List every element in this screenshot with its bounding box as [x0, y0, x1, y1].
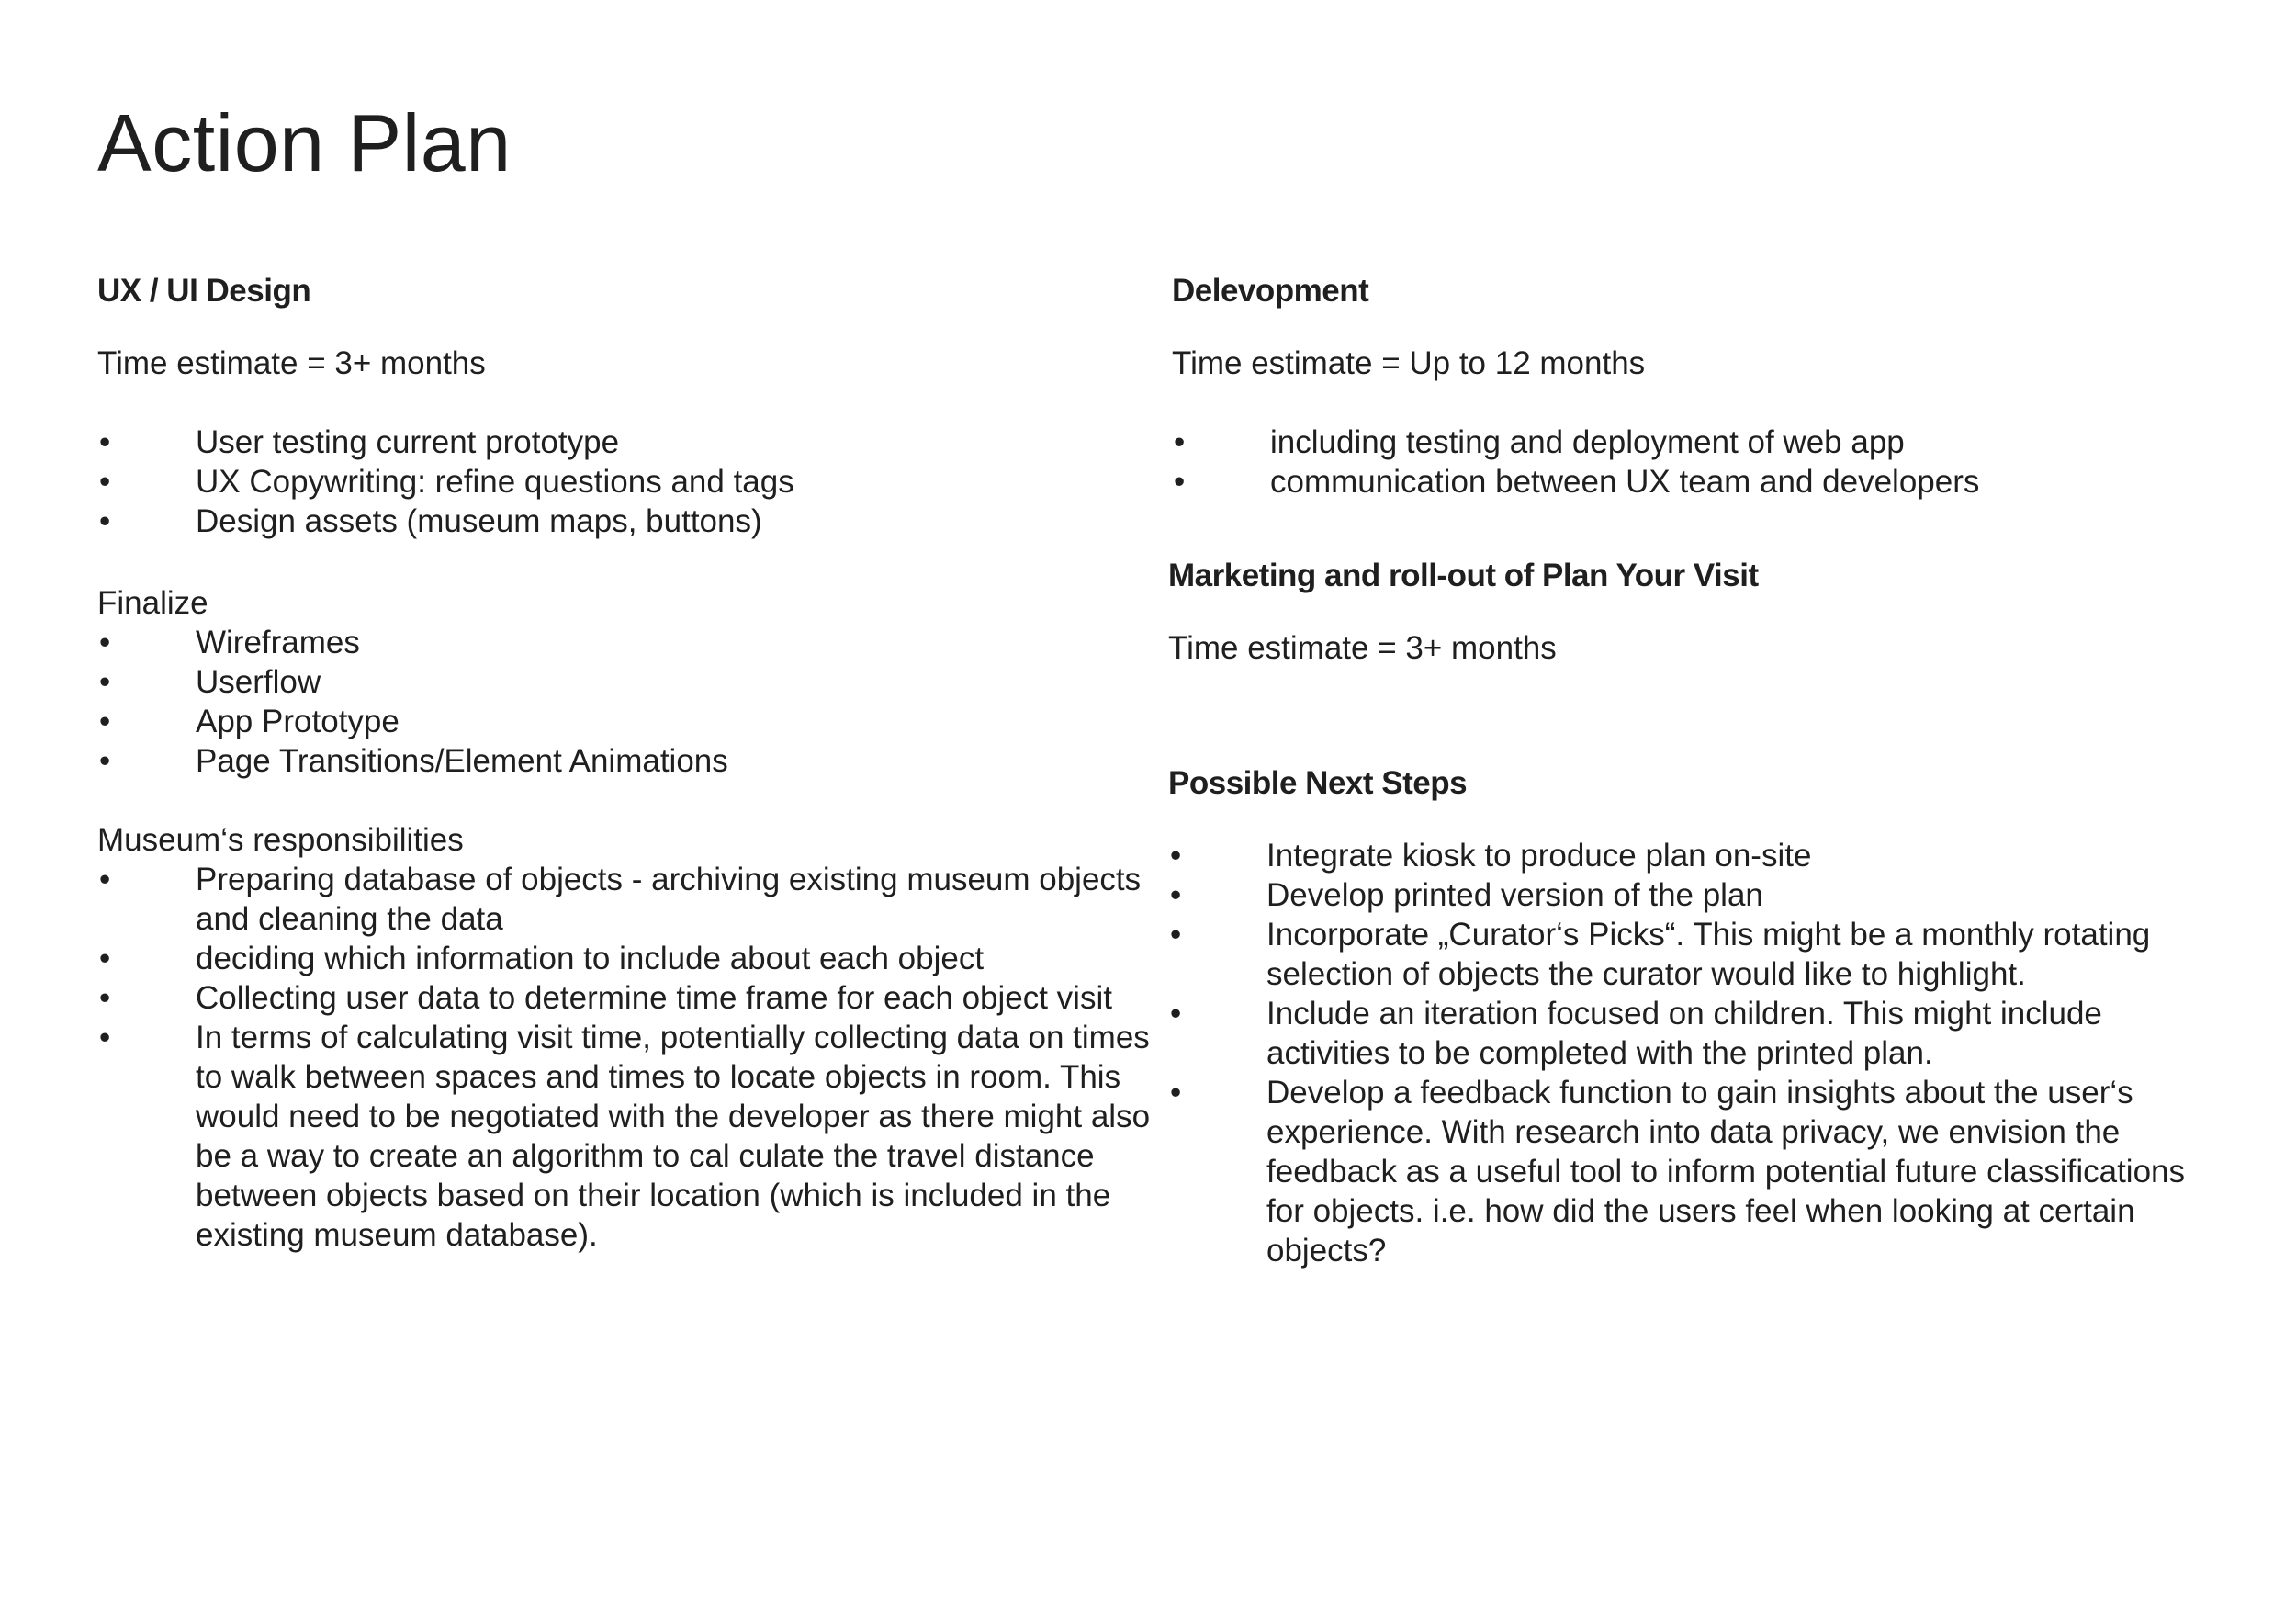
bullet-icon: • [99, 862, 111, 897]
list-item-text: Preparing database of objects - archiving existing museum objects and cleaning the data [196, 862, 1142, 937]
bullet-icon: • [1170, 1075, 1182, 1111]
museum-responsibilities-list [97, 860, 1163, 1255]
bullet-icon: • [99, 503, 111, 539]
list-item-text: Develop printed version of the plan [1266, 877, 1763, 913]
list-item [1168, 836, 2224, 875]
next-steps-heading: Possible Next Steps [1168, 765, 1468, 801]
list-item-text: communication between UX team and developers [1270, 464, 1980, 500]
bullet-icon: • [1174, 424, 1186, 460]
list-item-text: including testing and deployment of web app [1270, 424, 1905, 460]
bullet-icon: • [99, 664, 111, 700]
list-item [97, 623, 1163, 662]
development-heading: Delevopment [1172, 273, 1369, 309]
bullet-icon: • [1170, 996, 1182, 1032]
list-item-text: App Prototype [196, 704, 400, 739]
bullet-icon: • [1174, 464, 1186, 500]
bullet-icon: • [99, 424, 111, 460]
list-item [1168, 1073, 2224, 1270]
list-item [1168, 875, 2224, 915]
list-item-text: Collecting user data to determine time frame for each object visit [196, 980, 1112, 1016]
bullet-icon: • [1170, 877, 1182, 913]
right-column [1168, 271, 2224, 1327]
bullet-icon: • [1170, 838, 1182, 874]
list-item [1172, 423, 2228, 462]
list-item [1168, 994, 2224, 1073]
development-section [1172, 271, 2228, 502]
list-item-text: In terms of calculating visit time, potentially collecting data on times to walk between spaces and times to locate objects in room. This would need to be negotiated with the developer as there might also be a way to create an algorithm to cal culate the travel distance between objects based on their location (which is included in the existing museum database). [196, 1020, 1151, 1253]
ux-ui-design-section [97, 271, 1163, 541]
bullet-icon: • [99, 941, 111, 976]
list-item-text: Userflow [196, 664, 321, 700]
development-time-estimate: Time estimate = Up to 12 months [1172, 345, 1646, 381]
bullet-icon: • [99, 704, 111, 739]
list-item-text: Integrate kiosk to produce plan on-site [1266, 838, 1812, 874]
marketing-heading: Marketing and roll-out of Plan Your Visit [1168, 558, 1759, 593]
list-item [97, 978, 1163, 1018]
list-item-text: Develop a feedback function to gain insights about the user‘s experience. With research into data privacy, we envision the feedback as a useful tool to inform potential future classifications for objects. i.e. how did the users feel when looking at certain objects? [1266, 1075, 2185, 1269]
bullet-icon: • [1170, 917, 1182, 953]
bullet-icon: • [99, 1020, 111, 1055]
list-item [97, 462, 1163, 502]
list-item [97, 939, 1163, 978]
left-column [97, 271, 1163, 1327]
marketing-time-estimate: Time estimate = 3+ months [1168, 630, 1557, 666]
list-item-text: Page Transitions/Element Animations [196, 743, 728, 779]
list-item [1168, 915, 2224, 994]
museum-responsibilities-label: Museum‘s responsibilities [97, 822, 464, 858]
list-item [97, 502, 1163, 541]
list-item [97, 860, 1163, 939]
development-list [1172, 423, 2228, 502]
bullet-icon: • [99, 980, 111, 1016]
list-item [97, 662, 1163, 702]
list-item [97, 423, 1163, 462]
list-item-text: Wireframes [196, 625, 360, 660]
list-item [97, 1018, 1163, 1255]
list-item-text: Include an iteration focused on children. This might include activities to be completed with the printed plan. [1266, 996, 2102, 1071]
ux-task-list [97, 423, 1163, 541]
marketing-section [1168, 556, 2224, 668]
list-item-text: Incorporate „Curator‘s Picks“. This might be a monthly rotating selection of objects the curator would like to highlight. [1266, 917, 2151, 992]
finalize-list [97, 623, 1163, 781]
list-item [1172, 462, 2228, 502]
list-item [97, 741, 1163, 781]
list-item-text: deciding which information to include about each object [196, 941, 985, 976]
list-item [97, 702, 1163, 741]
bullet-icon: • [99, 743, 111, 779]
list-item-text: User testing current prototype [196, 424, 620, 460]
bullet-icon: • [99, 625, 111, 660]
next-steps-list [1168, 836, 2224, 1270]
ux-time-estimate: Time estimate = 3+ months [97, 345, 486, 381]
finalize-section [97, 583, 1163, 781]
ux-ui-design-heading: UX / UI Design [97, 273, 311, 309]
list-item-text: UX Copywriting: refine questions and tags [196, 464, 794, 500]
next-steps-section [1168, 763, 2224, 1270]
museum-responsibilities-section [97, 820, 1163, 1255]
list-item-text: Design assets (museum maps, buttons) [196, 503, 762, 539]
bullet-icon: • [99, 464, 111, 500]
page-title: Action Plan [97, 97, 512, 188]
finalize-label: Finalize [97, 585, 208, 621]
